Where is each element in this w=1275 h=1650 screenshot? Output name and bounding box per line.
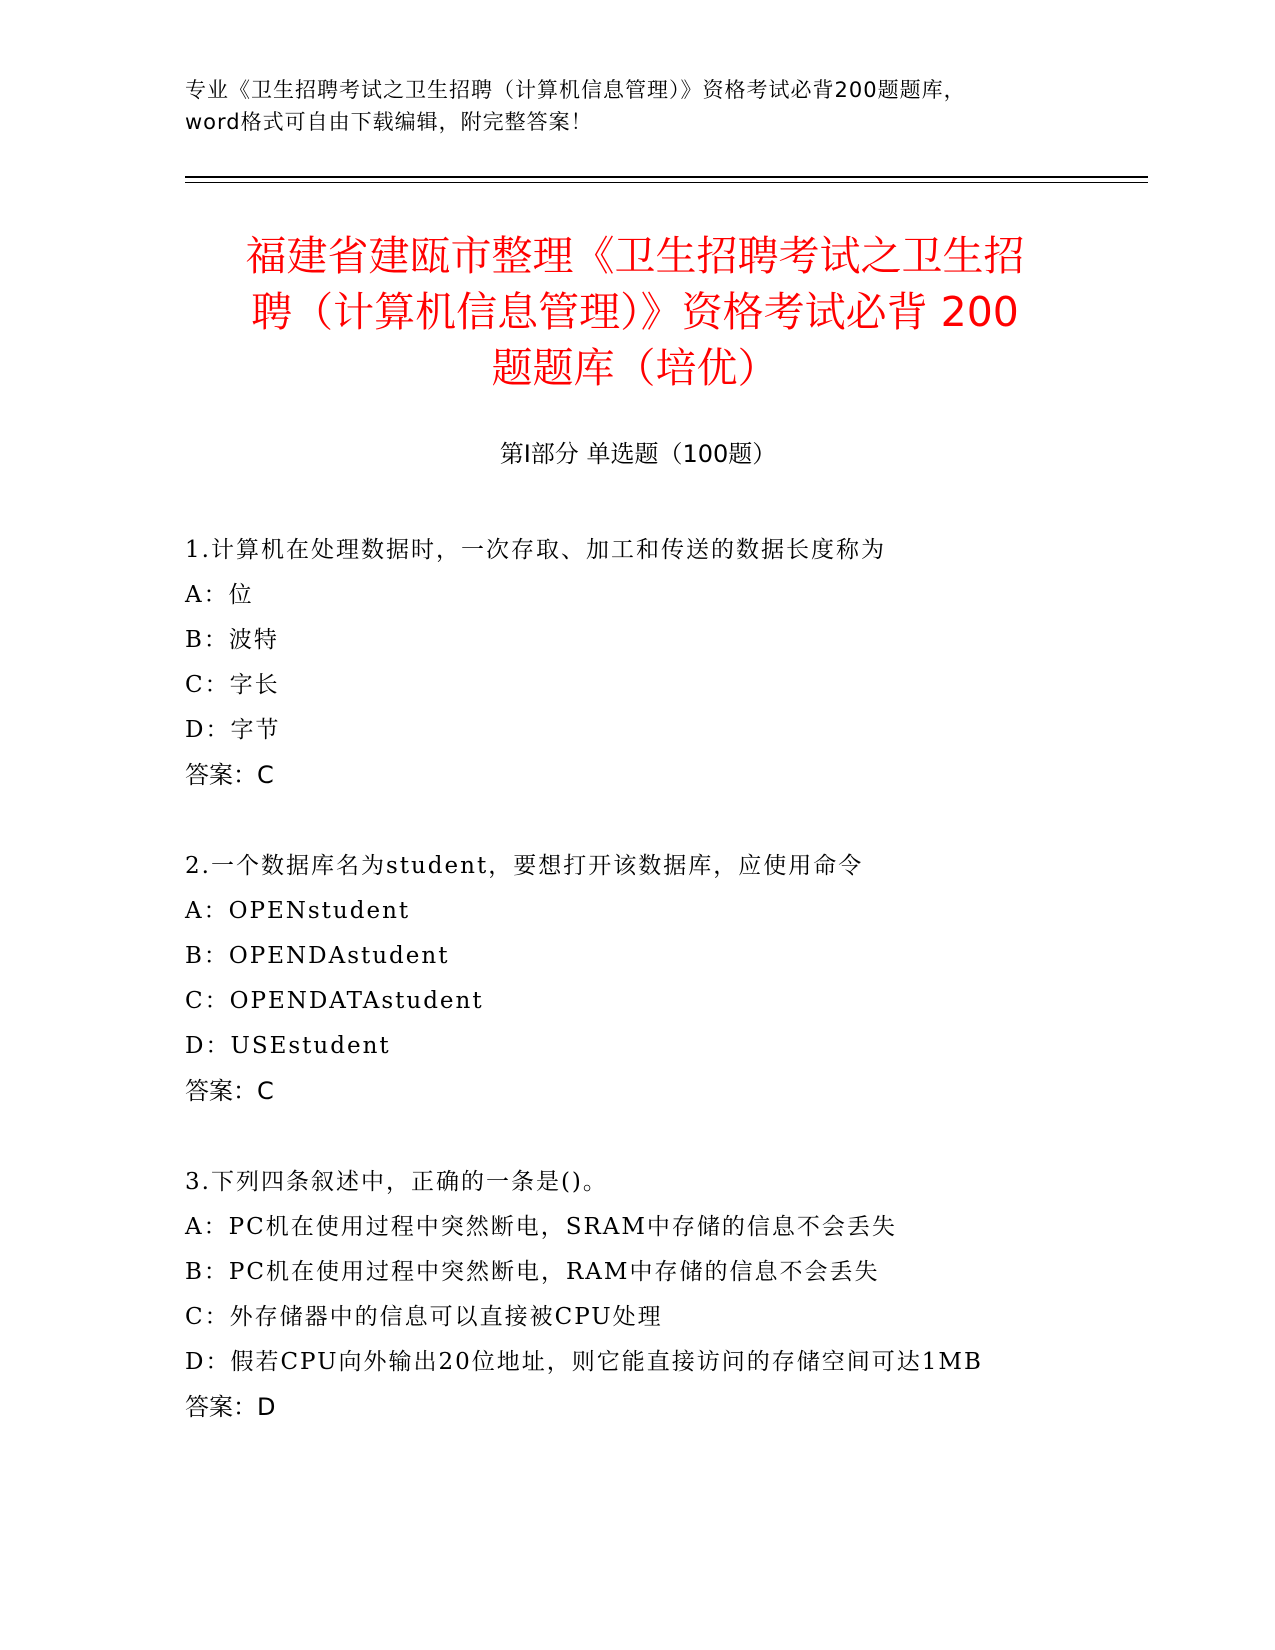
option-text: 假若CPU向外输出20位地址，则它能直接访问的存储空间可达1MB bbox=[230, 1349, 983, 1375]
question-stem: 3.下列四条叙述中，正确的一条是()。 bbox=[185, 1169, 608, 1195]
option-text: 位 bbox=[228, 582, 254, 608]
option-text: 字长 bbox=[229, 672, 280, 698]
option-text: 字节 bbox=[230, 717, 281, 743]
option-key: C： bbox=[185, 988, 230, 1014]
option-c bbox=[185, 979, 1105, 1024]
option-key: C： bbox=[185, 1304, 230, 1330]
option-a bbox=[185, 1205, 1105, 1250]
option-b bbox=[185, 1250, 1105, 1295]
option-b bbox=[185, 934, 1105, 979]
option-text: USEstudent bbox=[230, 1033, 391, 1059]
option-key: C： bbox=[185, 672, 230, 698]
header-line-1: 专业《卫生招聘考试之卫生招聘（计算机信息管理）》资格考试必背200题题库， bbox=[185, 78, 966, 102]
option-text: PC机在使用过程中突然断电，RAM中存储的信息不会丢失 bbox=[228, 1259, 880, 1285]
option-c bbox=[185, 663, 1105, 708]
option-key: D： bbox=[185, 1033, 231, 1059]
question-1 bbox=[185, 528, 1105, 798]
title-line-2: 聘（计算机信息管理）》资格考试必背 200 bbox=[251, 288, 1019, 336]
option-key: A： bbox=[185, 582, 229, 608]
answer: 答案：C bbox=[185, 761, 274, 789]
option-text: OPENDAstudent bbox=[228, 943, 450, 969]
option-key: A： bbox=[185, 898, 229, 924]
option-c bbox=[185, 1295, 1105, 1340]
title-line-1: 福建省建瓯市整理《卫生招聘考试之卫生招 bbox=[245, 232, 1025, 280]
option-text: 波特 bbox=[228, 627, 279, 653]
option-key: A： bbox=[185, 1214, 229, 1240]
option-text: 外存储器中的信息可以直接被CPU处理 bbox=[229, 1304, 663, 1330]
question-stem: 2.一个数据库名为student，要想打开该数据库，应使用命令 bbox=[185, 853, 864, 879]
section-heading: 第Ⅰ部分 单选题（100题） bbox=[499, 440, 777, 468]
option-d bbox=[185, 708, 1105, 753]
option-text: OPENDATAstudent bbox=[229, 988, 484, 1014]
option-d bbox=[185, 1024, 1105, 1069]
option-key: B： bbox=[185, 627, 229, 653]
question-list bbox=[185, 528, 1105, 1476]
document-header bbox=[185, 74, 1095, 138]
option-key: B： bbox=[185, 1259, 229, 1285]
option-b bbox=[185, 618, 1105, 663]
option-d bbox=[185, 1340, 1105, 1385]
answer: 答案：D bbox=[185, 1393, 276, 1421]
option-key: D： bbox=[185, 1349, 231, 1375]
header-divider-thin bbox=[185, 182, 1148, 183]
option-a bbox=[185, 573, 1105, 618]
question-stem: 1.计算机在处理数据时，一次存取、加工和传送的数据长度称为 bbox=[185, 537, 886, 563]
answer: 答案：C bbox=[185, 1077, 274, 1105]
option-a bbox=[185, 889, 1105, 934]
option-text: OPENstudent bbox=[228, 898, 411, 924]
option-text: PC机在使用过程中突然断电，SRAM中存储的信息不会丢失 bbox=[228, 1214, 897, 1240]
header-divider-thick bbox=[185, 176, 1148, 178]
title-line-3: 题题库（培优） bbox=[491, 344, 779, 392]
question-3 bbox=[185, 1160, 1105, 1430]
option-key: B： bbox=[185, 943, 229, 969]
question-2 bbox=[185, 844, 1105, 1114]
option-key: D： bbox=[185, 717, 231, 743]
document-title bbox=[185, 228, 1085, 396]
header-line-2: word格式可自由下载编辑，附完整答案！ bbox=[185, 110, 593, 134]
